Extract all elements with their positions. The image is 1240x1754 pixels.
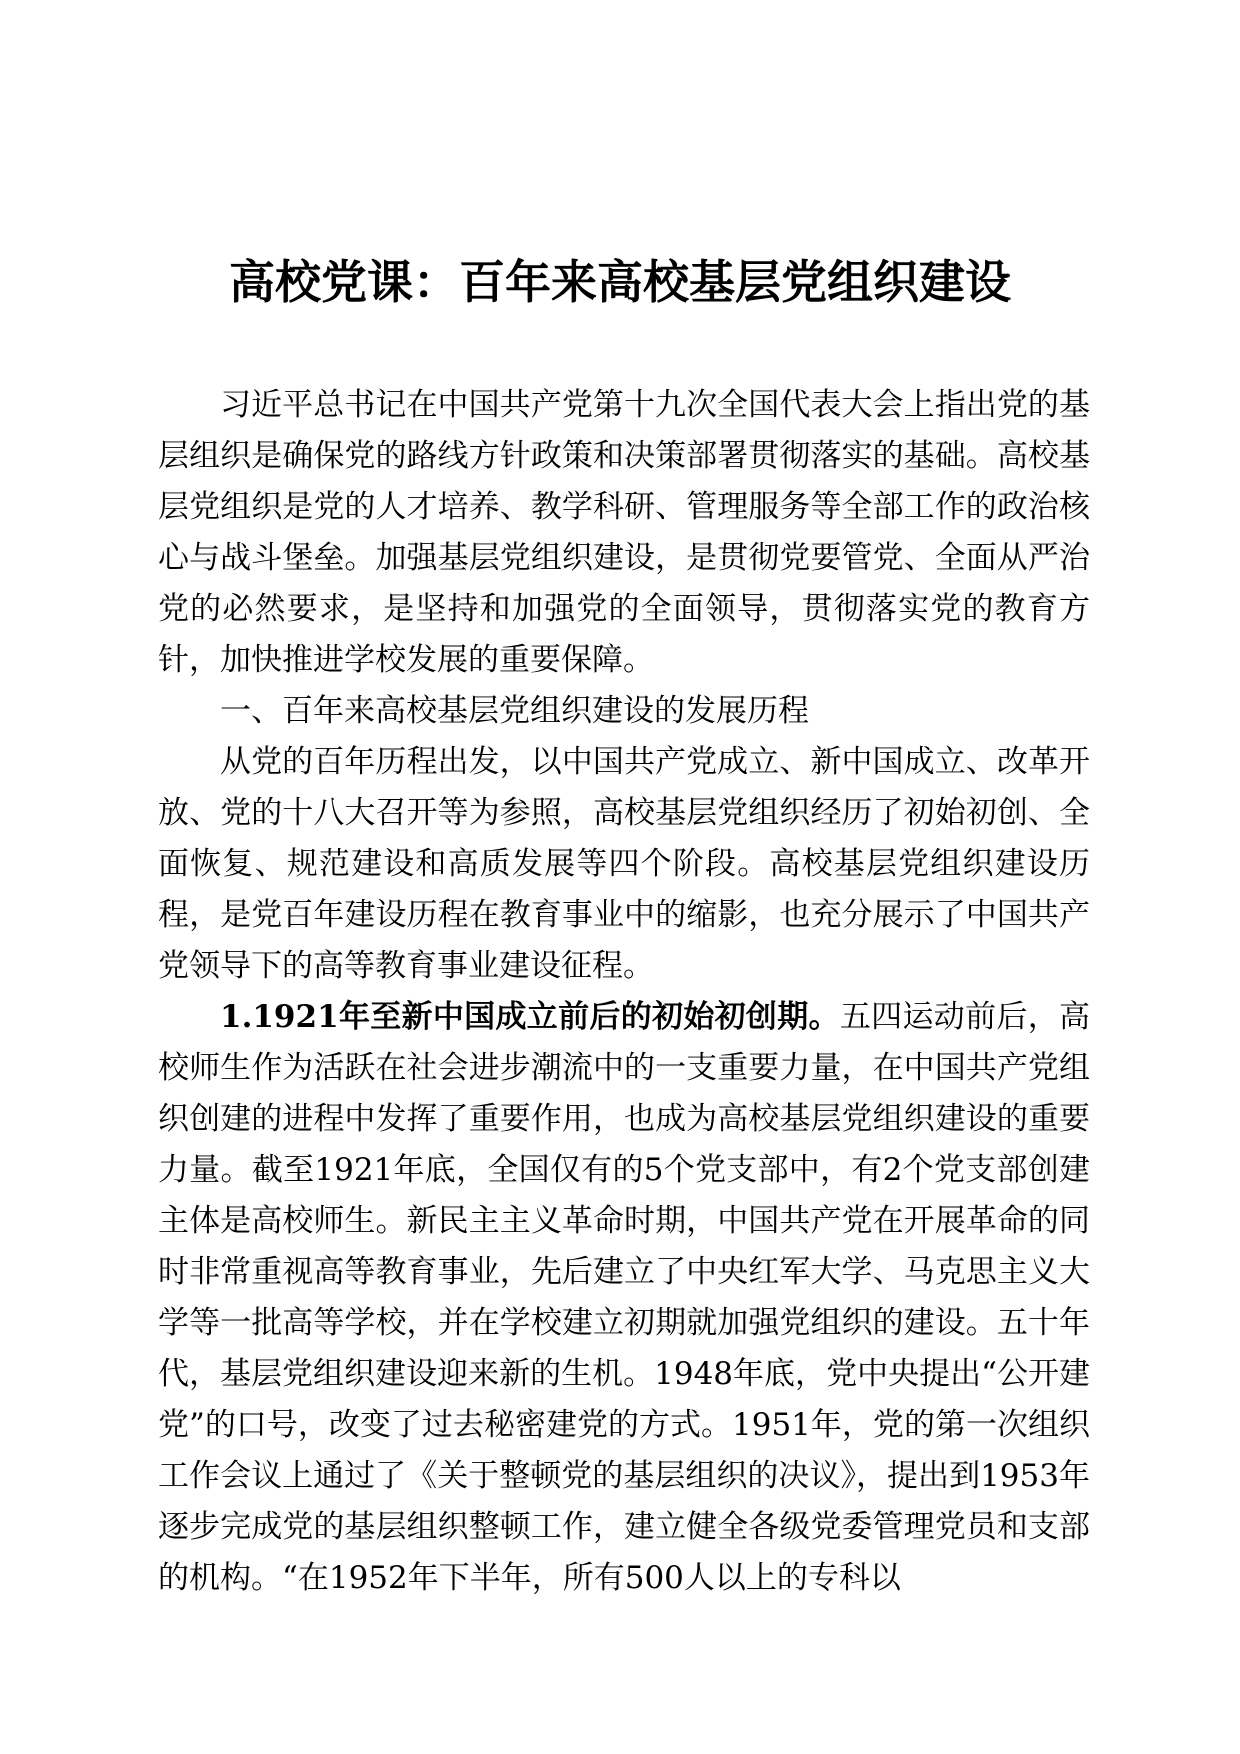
subsection-paragraph (158, 992, 1090, 1604)
document-title: 高校党课：百年来高校基层党组织建设 (229, 255, 1011, 309)
section-paragraph: 从党的百年历程出发，以中国共产党成立、新中国成立、改革开放、党的十八大召开等为参照，高校基层党组织经历了初始初创、全面恢复、规范建设和高质发展等四个阶段。高校基层党组织建设历程，是党百年建设历程在教育事业中的缩影，也充分展示了中国共产党领导下的高等教育事业建设征程。 (158, 744, 1090, 984)
intro-paragraph: 习近平总书记在中国共产党第十九次全国代表大会上指出党的基层组织是确保党的路线方针政策和决策部署贯彻落实的基础。高校基层党组织是党的人才培养、教学科研、管理服务等全部工作的政治核心与战斗堡垒。加强基层党组织建设，是贯彻党要管党、全面从严治党的必然要求，是坚持和加强党的全面领导，贯彻落实党的教育方针，加快推进学校发展的重要保障。 (158, 387, 1090, 678)
section-heading: 一、百年来高校基层党组织建设的发展历程 (220, 693, 809, 729)
subsection-lead: 1.1921年至新中国成立前后的初始初创期。 (220, 999, 840, 1035)
document-body (158, 380, 1090, 1604)
subsection-text: 五四运动前后，高校师生作为活跃在社会进步潮流中的一支重要力量，在中国共产党组织创建的进程中发挥了重要作用，也成为高校基层党组织建设的重要力量。截至1921年底，全国仅有的5个党支部中，有2个党支部创建主体是高校师生。新民主主义革命时期，中国共产党在开展革命的同时非常重视高等教育事业，先后建立了中央红军大学、马克思主义大学等一批高等学校，并在学校建立初期就加强党组织的建设。五十年代，基层党组织建设迎来新的生机。1948年底，党中央提出“公开建党”的口号，改变了过去秘密建党的方式。1951年，党的第一次组织工作会议上通过了《关于整顿党的基层组织的决议》，提出到1953年逐步完成党的基层组织整顿工作，建立健全各级党委管理党员和支部的机构。“在1952年下半年，所有500人以上的专科以 (158, 999, 1091, 1596)
